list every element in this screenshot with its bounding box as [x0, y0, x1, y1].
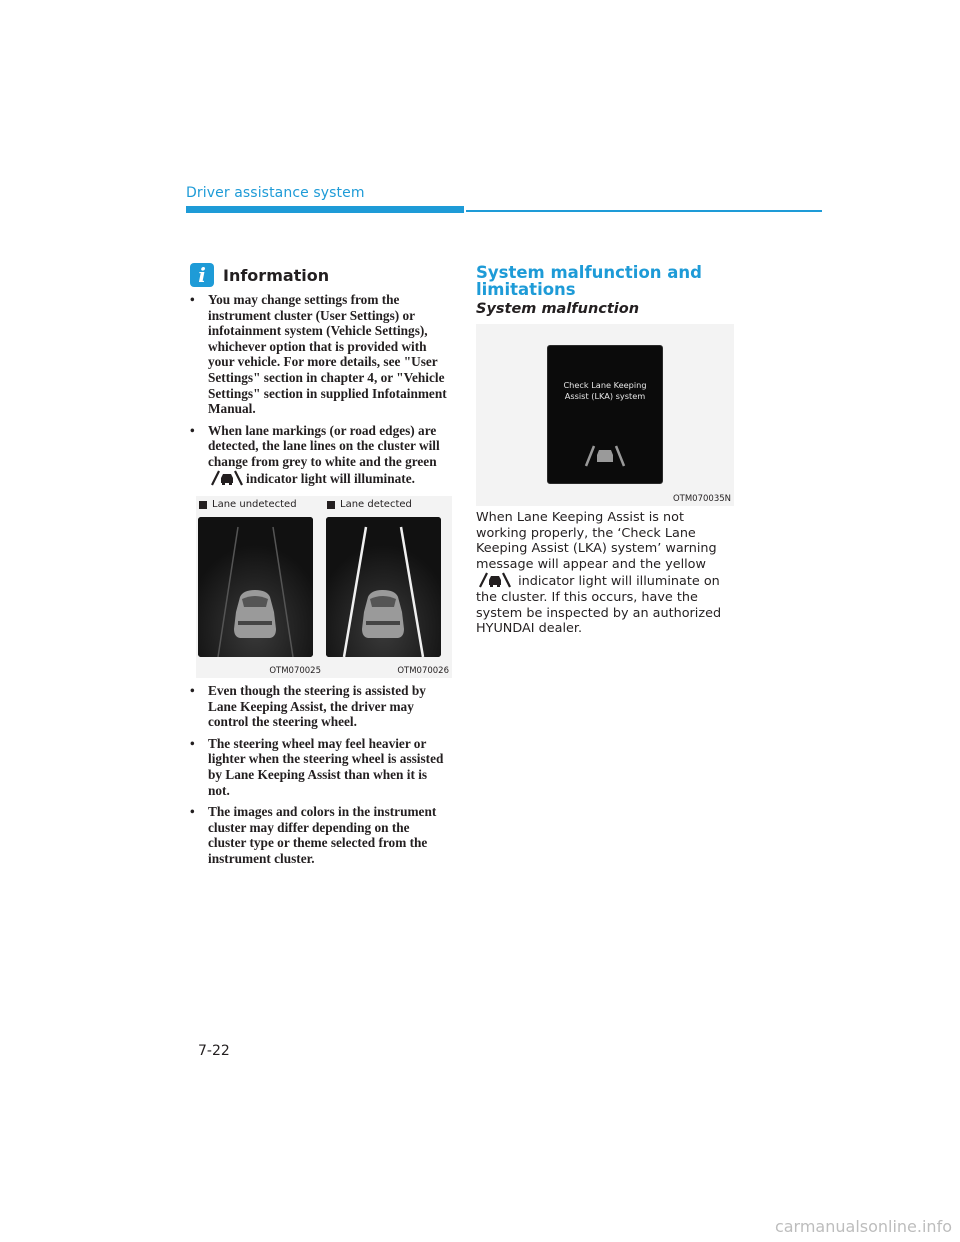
- car-lanes-graphic: [326, 517, 441, 657]
- figure-label: Lane detected: [340, 499, 412, 510]
- watermark: carmanualsonline.info: [774, 1217, 952, 1236]
- bullet-text: You may change settings from the instrument cluster (User Settings) or infotainment system (Vehicle Settings), whichever option that is provided with your vehicle. For more details, see "User Settings" section in chapter 4, or "Vehicle Settings" section in supplied Infotainment Manual.: [208, 292, 447, 417]
- page-number: 7-22: [198, 1043, 230, 1059]
- figure-code: OTM070026: [397, 666, 449, 676]
- info-heading: [190, 262, 329, 288]
- section-title: System malfunction and limitations: [476, 263, 702, 299]
- warning-message: Check Lane Keeping Assist (LKA) system: [563, 380, 647, 401]
- info-bullet: • The steering wheel may feel heavier or lighter when the steering wheel is assisted by Lane Keeping Assist than when it is not.: [188, 736, 450, 798]
- lane-undetected-figure: [196, 496, 324, 678]
- header-rule: [466, 210, 822, 212]
- square-bullet-icon: [327, 501, 335, 509]
- lane-keeping-indicator-icon: [210, 470, 244, 486]
- info-icon: i: [190, 263, 214, 287]
- cluster-screen: [326, 517, 441, 657]
- square-bullet-icon: [199, 501, 207, 509]
- bullet-text: indicator light will illuminate.: [246, 470, 415, 486]
- info-bullet: [188, 423, 450, 486]
- body-text: indicator light will illuminate on the cluster. If this occurs, have the system be inspected by an authorized HYUNDAI dealer.: [476, 574, 722, 637]
- figure-label: Lane undetected: [212, 499, 297, 510]
- lane-keeping-indicator-icon: [580, 442, 630, 468]
- header-bar: [186, 206, 464, 213]
- info-bullets-top: [188, 292, 450, 492]
- bullet-text: When lane markings (or road edges) are detected, the lane lines on the cluster will change from grey to white and the green: [208, 422, 440, 469]
- car-lanes-graphic: [198, 517, 313, 657]
- lane-keeping-indicator-icon: [478, 572, 512, 588]
- cluster-screen: [198, 517, 313, 657]
- cluster-screen: [547, 345, 663, 484]
- info-title: Information: [223, 265, 330, 285]
- info-bullet: • Even though the steering is assisted by Lane Keeping Assist, the driver may control the steering wheel.: [188, 683, 450, 730]
- figure-code: OTM070025: [269, 666, 321, 676]
- info-bullets-bottom: [188, 683, 450, 873]
- section-header: Driver assistance system: [186, 185, 365, 201]
- warning-figure: [476, 324, 734, 506]
- body-text: When Lane Keeping Assist is not working properly, the ‘Check Lane Keeping Assist (LKA) system’ warning message will appear and the yellow: [476, 510, 717, 572]
- info-bullet: [188, 292, 450, 417]
- figure-code: OTM070035N: [672, 494, 731, 504]
- lane-detected-figure: [324, 496, 452, 678]
- malfunction-body: [476, 510, 738, 637]
- info-bullet: • The images and colors in the instrument cluster may differ depending on the cluster type or theme selected from the instrument cluster.: [188, 804, 450, 866]
- subsection-title: System malfunction: [476, 301, 640, 317]
